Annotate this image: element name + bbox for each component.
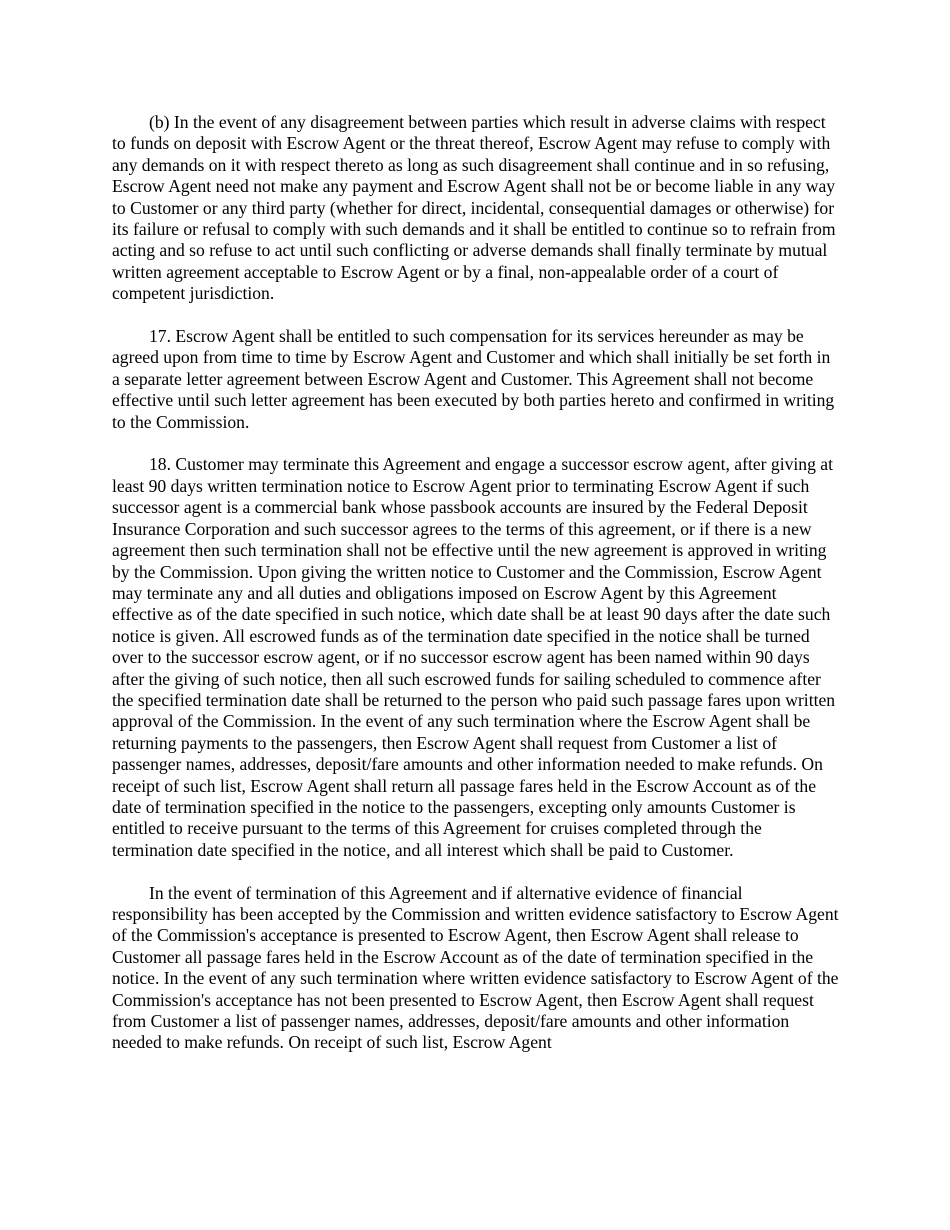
paragraph-16b: (b) In the event of any disagreement between parties which result in adverse claims with respect to funds on deposit with Escrow Agent or the threat thereof, Escrow Agent may refuse to comply with any demands on it with respect thereto as long as such disagreement shall continue and in so refusing, Escrow Agent need not make any payment and Escrow Agent shall not be or become liable in any way to Customer or any third party (whether for direct, incidental, consequential damages or otherwise) for its failure or refusal to comply with such demands and it shall be entitled to continue so to refrain from acting and so refuse to act until such conflicting or adverse demands shall finally terminate by mutual written agreement acceptable to Escrow Agent or by a final, non-appealable order of a court of competent jurisdiction. [112, 112, 836, 304]
paragraph-17: 17. Escrow Agent shall be entitled to such compensation for its services hereunder as may be agreed upon from time to time by Escrow Agent and Customer and which shall initially be set forth in a separate letter agreement between Escrow Agent and Customer. This Agreement shall not become effective until such letter agreement has been executed by both parties hereto and confirmed in writing to the Commission. [112, 326, 835, 432]
paragraph-18: 18. Customer may terminate this Agreement and engage a successor escrow agent, after giving at least 90 days written termination notice to Escrow Agent prior to terminating Escrow Agent if such successor agent is a commercial bank whose passbook accounts are insured by the Federal Deposit Insurance Corporation and such successor agrees to the terms of this agreement, or if there is a new agreement then such termination shall not be effective until the new agreement is approved in writing by the Commission. Upon giving the written notice to Customer and the Commission, Escrow Agent may terminate any and all duties and obligations imposed on Escrow Agent by this Agreement effective as of the date specified in such notice, which date shall be at least 90 days after the date such notice is given. All escrowed funds as of the termination date specified in the notice shall be turned over to the successor escrow agent, or if no successor escrow agent has been named within 90 days after the giving of such notice, then all such escrowed funds for sailing scheduled to commence after the specified termination date shall be returned to the person who paid such passage fares upon written approval of the Commission. In the event of any such termination where the Escrow Agent shall be returning payments to the passengers, then Escrow Agent shall request from Customer a list of passenger names, addresses, deposit/fare amounts and other information needed to make refunds. On receipt of such list, Escrow Agent shall return all passage fares held in the Escrow Account as of the date of termination specified in the notice to the passengers, excepting only amounts Customer is entitled to receive pursuant to the terms of this Agreement for cruises completed through the termination date specified in the notice, and all interest which shall be paid to Customer. [112, 454, 836, 860]
document-page [112, 112, 840, 1075]
paragraph-termination-alternative: In the event of termination of this Agreement and if alternative evidence of financial responsibility has been accepted by the Commission and written evidence satisfactory to Escrow Agent of the Commission's acceptance is presented to Escrow Agent, then Escrow Agent shall release to Customer all passage fares held in the Escrow Account as of the date of termination specified in the notice. In the event of any such termination where written evidence satisfactory to Escrow Agent of the Commission's acceptance has not been presented to Escrow Agent, then Escrow Agent shall request from Customer a list of passenger names, addresses, deposit/fare amounts and other information needed to make refunds. On receipt of such list, Escrow Agent [112, 882, 839, 1053]
